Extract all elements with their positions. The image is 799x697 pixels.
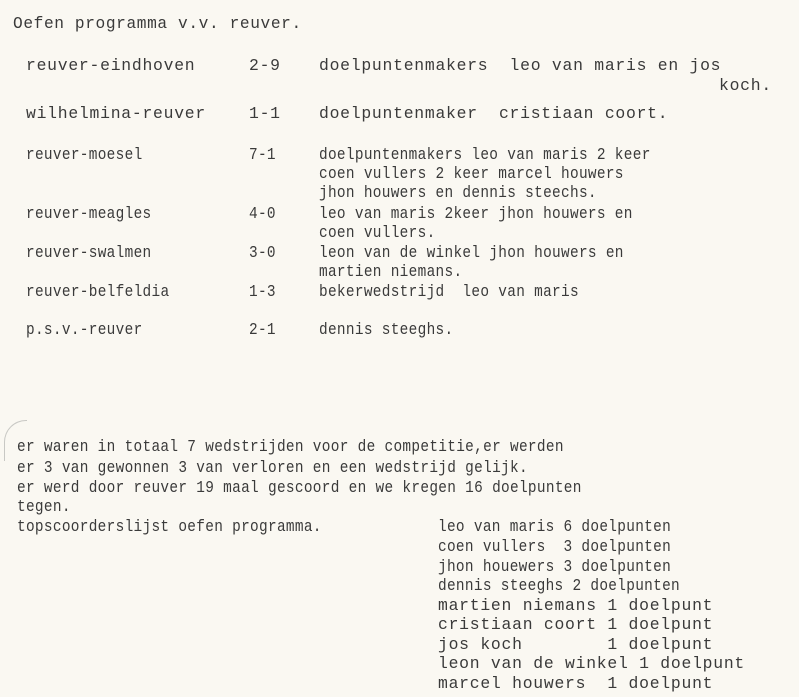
match-teams: reuver-moesel xyxy=(26,145,143,164)
topscorer-entry: martien niemans 1 doelpunt xyxy=(438,596,714,615)
match-score: 3-0 xyxy=(249,243,276,262)
summary-line: er waren in totaal 7 wedstrijden voor de competitie,er werden xyxy=(17,437,564,456)
match-teams: reuver-eindhoven xyxy=(26,56,196,75)
summary-line: er 3 van gewonnen 3 van verloren en een wedstrijd gelijk. xyxy=(17,458,528,477)
match-notes: doelpuntenmakers leo van maris en jos xyxy=(319,56,722,75)
match-notes: leo van maris 2keer jhon houwers en xyxy=(319,204,633,223)
match-teams: reuver-swalmen xyxy=(26,243,152,262)
topscorer-entry: leon van de winkel 1 doelpunt xyxy=(438,654,745,673)
match-notes: coen vullers 2 keer marcel houwers xyxy=(319,164,624,183)
summary-line: er werd door reuver 19 maal gescoord en we kregen 16 doelpunten xyxy=(17,478,582,497)
match-score: 2-1 xyxy=(249,320,276,339)
summary-line: tegen. xyxy=(17,497,71,516)
topscorer-entry: leo van maris 6 doelpunten xyxy=(438,517,672,536)
match-notes: doelpuntenmaker cristiaan coort. xyxy=(319,104,669,123)
match-teams: reuver-meagles xyxy=(26,204,152,223)
match-score: 2-9 xyxy=(249,56,281,75)
topscorer-entry: marcel houwers 1 doelpunt xyxy=(438,674,714,693)
topscorer-entry: cristiaan coort 1 doelpunt xyxy=(438,615,714,634)
match-score: 1-1 xyxy=(249,104,281,123)
topscorer-entry: dennis steeghs 2 doelpunten xyxy=(438,576,681,595)
match-teams: p.s.v.-reuver xyxy=(26,320,143,339)
match-notes: dennis steeghs. xyxy=(319,320,454,339)
topscorer-entry: coen vullers 3 doelpunten xyxy=(438,537,672,556)
match-score: 1-3 xyxy=(249,282,276,301)
document-title: Oefen programma v.v. reuver. xyxy=(13,15,302,33)
match-teams: reuver-belfeldia xyxy=(26,282,170,301)
match-notes: koch. xyxy=(719,76,772,95)
match-score: 4-0 xyxy=(249,204,276,223)
match-notes: leon van de winkel jhon houwers en xyxy=(319,243,624,262)
match-notes: doelpuntenmakers leo van maris 2 keer xyxy=(319,145,651,164)
match-score: 7-1 xyxy=(249,145,276,164)
topscorer-entry: jhon houewers 3 doelpunten xyxy=(438,557,672,576)
match-notes: martien niemans. xyxy=(319,262,463,281)
match-notes: jhon houwers en dennis steechs. xyxy=(319,183,597,202)
topscorer-entry: jos koch 1 doelpunt xyxy=(438,635,714,654)
topscorers-label: topscoorderslijst oefen programma. xyxy=(17,517,322,536)
match-notes: bekerwedstrijd leo van maris xyxy=(319,282,579,301)
match-notes: coen vullers. xyxy=(319,223,436,242)
match-teams: wilhelmina-reuver xyxy=(26,104,206,123)
